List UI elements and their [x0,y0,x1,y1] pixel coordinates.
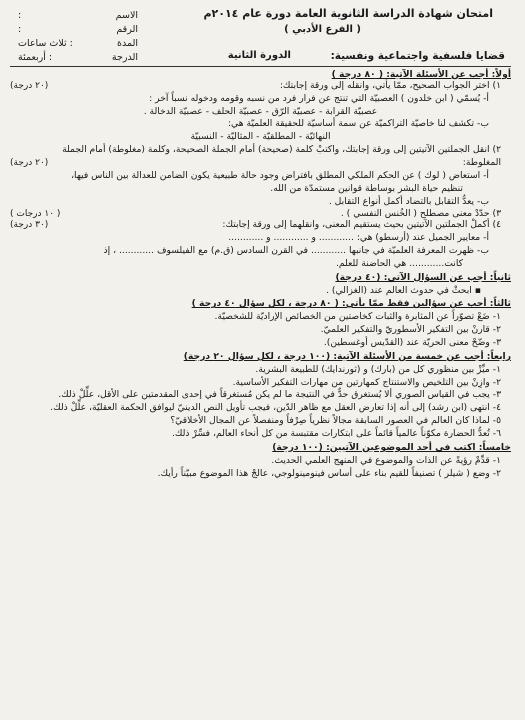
field-label: الدرجة [111,52,138,63]
exam-session: الدورة الثانية [227,50,291,61]
section-5-item: ١- قدِّمْ رؤيةً عن الذات والموضوع في المنهج العلمي الحديث. [271,454,501,466]
field-row [18,38,138,52]
question-text: ١) اختر الجواب الصحيح، ممّا يأتي، وانقله إلى ورقة إجابتك: [279,79,501,91]
question-2a-line1: أ- استعاض ( لوك ) عن الحكم الملكي المطلق بافتراض وجود حالة طبيعية يكون الضامن للعدالة بين الناس فيها، [71,169,489,181]
section-3-item: ٢- قارنْ بين التفكير الأسطوريّ والتفكير العلميّ. [320,324,501,336]
exam-subject: قضايا فلسفية واجتماعية ونفسية: [330,50,505,62]
field-row [18,52,138,66]
field-row [18,24,138,38]
field-label: المدة [117,38,138,49]
section-3-item: ١- ضَعْ تصوّراً عن المثابرة والثبات كخاصتين من الخصائص الإراديّة للشخصيّة. [214,311,501,323]
question-4a: أ- معايير الجميل عند (أرسطو) هي: ............ و ............ و ............ [228,232,489,244]
section-4-title: رابعاً: أجب عن خمسة من الأسئلة الآتية: (١٠٠ درجة ، لكل سؤال ٢٠ درجة) [183,350,511,362]
field-value: : [18,10,22,21]
field-label: الرقم [116,24,138,35]
exam-header [10,4,511,66]
section-4-item: ٦- تُعدُّ الحضارة مكوّناً عالمياً قائماً على ابتكارات مقتبسة من كل أنحاء العالم، فسِّرْ ذلك. [171,428,501,440]
question-text: ٤) أكملْ الجملتين الآتيتين بحيث يستقيم المعنى، وانقلهما إلى ورقة إجابتك: [222,219,501,231]
question-text: ٣) حدّدْ معنى مصطلح ( الخُنس النفسي ) . [340,208,501,220]
question-1a: أ- يُسمّي ( ابن خلدون ) العصبيّة التي تنتج عن فرار فرد من نسبه وقومه ودخوله نسباً آخر : [149,92,489,104]
question-2b: ب- يعدُّ التقابل بالتضاد أكمل أنواع التقابل . [328,195,489,207]
section-5-title: خامساً: اكتب في أحد الموضوعين الآتيين: (١٠٠ درجة) [272,441,511,453]
question-points: (٢٠ درجة) [10,158,49,169]
question-points: ( ١٠ درجات ) [10,209,61,220]
section-3-title: ثالثاً: أجب عن سؤالين فقط ممّا يأتي: ( ٨٠ درجة ، لكل سؤال ٤٠ درجة ) [191,298,511,310]
section-4-item: ٢- وازِنْ بين التلخيص والاستنتاج كمهارتين من مهارات التفكير الأساسية. [232,376,501,388]
question-4b-line1: ب- ظهرت المعرفة العلميّة في جانبها ............ في القرن السادس (ق.م) مع الفيلسوف ............ ، إذ [103,245,489,257]
question-1 [10,81,511,92]
question-1b-options: النهائيّة - المطلقيّة - المثاليّة - النسبيّة [190,131,331,143]
section-1-title: أولاً: أجب عن الأسئلة الآتية: ( ٨٠ درجة ) [331,69,511,80]
field-value: : [18,24,22,35]
field-row [18,10,138,24]
exam-branch: ( الفرع الأدبي ) [284,24,361,35]
student-fields [18,10,138,66]
section-4-item: ١- ميِّزْ بين منظوري كل من (بارك) و (ثورندايك) للطبيعة البشرية. [255,363,501,375]
section-4-item: ٥- لماذا كان العالم في العصور السابقة مجالاً نظرياً صِرْفاً ومنفصلاً عن المجال الأخلاقيّ؟ [170,415,501,427]
section-2-question: ▪ ابحثْ في حدوث العالم عند (الغزالي) . [326,284,481,296]
question-points: (٢٠ درجة) [10,80,49,91]
section-4-item: ٣- يجب في القياس الصوري ألا يُستغرق حدٌّ في النتيجة ما لم يكن مُستغرقاً في إحدى المقدمتين على الأقل، علِّلْ ذلك. [58,389,501,401]
question-text: المغلوطة: [462,157,501,169]
question-4b-line2: كانت............ هي الحاضنة للعلم. [336,257,463,269]
section-5-item: ٢- وضع ( شيلر ) تصنيفاً للقيم بناء على أساس فينومينولوجي، عالجْ هذا الموضوع مبيّناً رأيك. [157,467,501,479]
question-4 [10,220,511,231]
question-2-line2 [10,158,511,169]
question-points: (٣٠ درجة) [10,220,49,231]
section-3-item: ٣- وضّحْ معنى الحريّة عند (القدّيس أوغسطين). [323,337,501,349]
field-value: : ثلاث ساعات [18,38,73,49]
field-value: : أربعمئة [18,52,53,63]
question-1a-options: عصبيّة القرابة - عصبيّة الرّق - عصبيّة الحلف - عصبيّة الدخالة . [143,105,378,117]
question-2-line1: ٢) انقل الجملتين الآتيتين إلى ورقة إجابتك، واكتبْ كلمة (صحيحة) أمام الجملة الصحيحة، وكلمة (مغلوطة) أمام الجملة [62,144,501,156]
field-label: الاسم [115,10,138,21]
exam-title: امتحان شهادة الدراسة الثانوية العامة دورة عام ٢٠١٤م [203,7,493,20]
question-2a-line2: تنظيم حياة البشر بوساطة قوانين مستمدّة من الله. [270,182,463,194]
question-1b: ب- تكشف لنا خاصيّة التراكميّة عن سمة أساسيّة للحقيقة العلميّة هي: [227,118,489,130]
header-divider [10,66,511,67]
section-4-item: ٤- انتهى (ابن رشد) إلى أنه إذا تعارض العقل مع ظاهر الدّين، فيجب تأويل النص الدينيّ ليوافق الحكمة العقليّة، علِّلْ ذلك. [50,402,501,414]
section-2-title: ثانياً: أجب عن السؤال الآتي: (٤٠ درجة) [335,271,511,283]
